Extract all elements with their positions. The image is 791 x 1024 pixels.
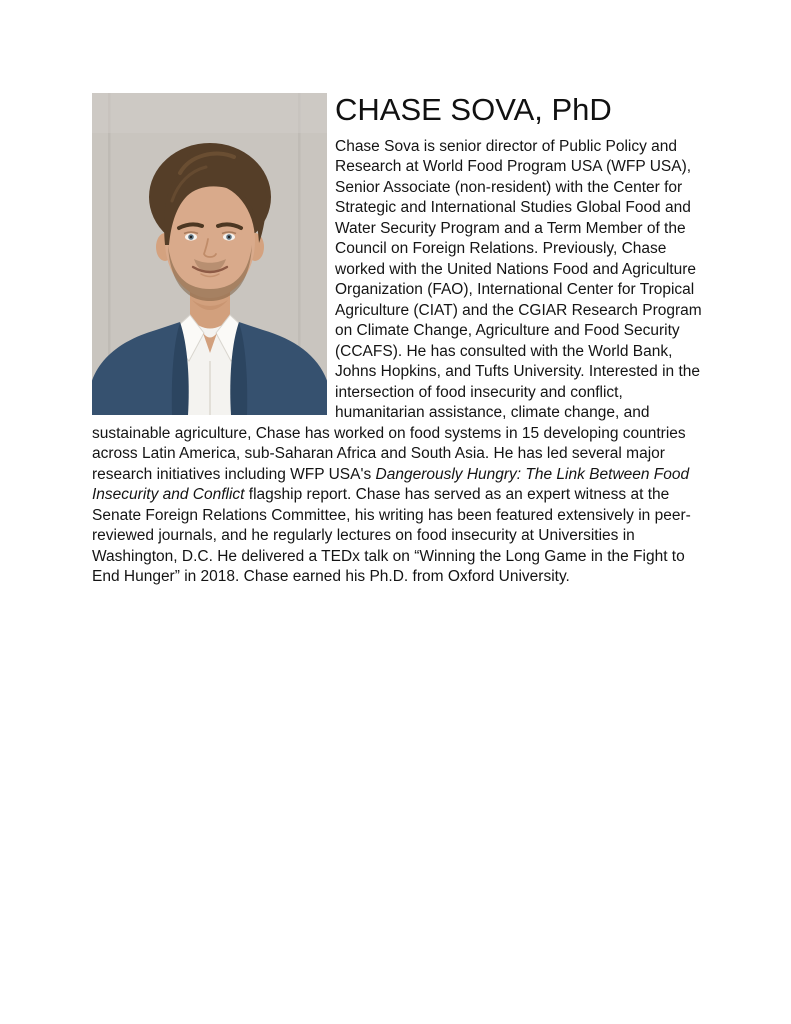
report-title-italic: Dangerously Hungry: The Link Between Food Insecurity and Conflict: [92, 465, 690, 504]
pupil-left: [190, 236, 192, 238]
pupil-right: [228, 236, 230, 238]
document-content: [92, 93, 710, 588]
bio-text-tail: flagship report. Chase has served as an expert witness at the Senate Foreign Relations Committee, his writing has been featured extensively in peer-reviewed journals, and he regularly lectures on food insecurity at Universities in Washington, D.C. He delivered a TEDx talk on “Winning the Long Game in the Fight to End Hunger” in 2018. Chase earned his Ph.D. from Oxford University.: [92, 486, 691, 586]
bio-text-lead: Chase Sova is senior director of Public Policy and Research at World Food Program USA (WFP USA), Senior Associate (non-resident) with the Center for Strategic and International Studies Global Food and Water Security Program and a Term Member of the Council on Foreign Relations. Previously, Chase worked with the United Nations Food and Agriculture Organization (FAO), International Center for Tropical Agriculture (CIAT) and the CGIAR Research Program on Climate Change, Agriculture and Food Security (CCAFS). He has consulted with the World Bank, Johns Hopkins, and Tufts University. Interested in the intersection of food insecurity and conflict, humanitarian assistance, climate change, and sustainable agriculture, Chase has worked on food systems in 15 developing countries across Latin America, sub-Saharan Africa and South Asia. He has led several major research initiatives including WFP USA's: [92, 137, 702, 483]
wall-light-band: [92, 93, 327, 133]
page-title: CHASE SOVA, PhD: [335, 92, 612, 127]
profile-photo: [92, 93, 327, 415]
profile-photo-illustration: [92, 93, 327, 415]
